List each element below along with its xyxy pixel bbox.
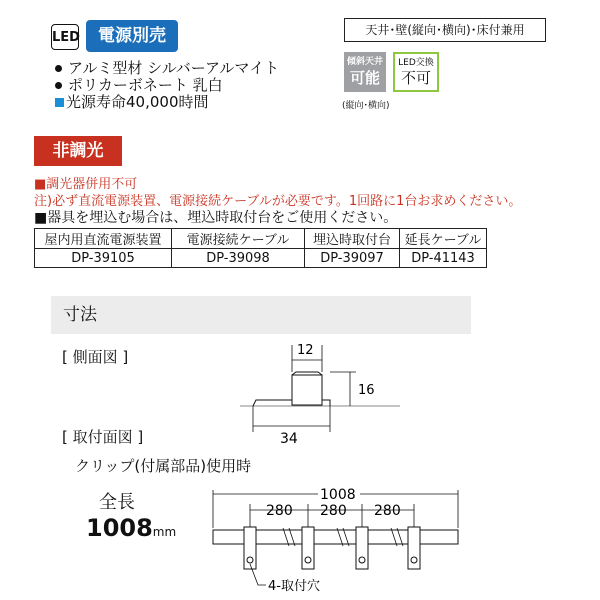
embed-note: ■器具を埋込む場合は、埋込時取付台をご使用ください。 [34,210,398,226]
feature-cover-text: ポリカーボネート 乳白 [68,76,223,94]
parts-code: DP-39105 [35,249,172,268]
clip-note: クリップ(付属部品)使用時 [75,457,252,475]
side-width-text: 12 [297,343,314,358]
mounting-types: 天井･壁(縦向･横向)･床付兼用 [344,18,546,42]
side-view-drawing [240,345,400,432]
dimensions-heading: 寸法 [51,296,471,334]
parts-code: DP-41143 [400,249,487,268]
total-length-label: 全長 [99,492,135,513]
parts-code: DP-39097 [305,249,400,268]
side-depth-text: 34 [280,431,298,447]
total-length-unit: mm [152,525,177,539]
side-height-text: 16 [358,383,375,398]
mount-holes-text: 4-取付穴 [268,579,320,594]
spacing-text: 280 [320,503,347,519]
led-replace-title: LED交換 [398,58,434,68]
non-dimmable-label: 非調光 [34,136,122,166]
feature-life-text: 光源寿命40,000時間 [66,93,209,111]
tilt-note: (縦向･横向) [342,101,390,111]
parts-header: 電源接続ケーブル [172,229,305,249]
parts-header: 屋内用直流電源装置 [35,229,172,249]
clip [408,527,420,569]
tilt-title: 傾斜天井 [346,57,383,67]
spacing-text: 280 [266,503,293,519]
break-mark [337,528,349,546]
parts-header: 延長ケーブル [400,229,487,249]
profile-body [292,375,322,405]
led-badge: LED [51,24,79,50]
clip [244,527,256,569]
spacing-text: 280 [374,503,401,519]
side-view-label: [ 側面図 ] [62,348,129,366]
led-replace-value: 不可 [400,69,431,87]
tilt-value: 可能 [349,69,380,87]
overall-length-text: 1008 [320,487,356,503]
power-required-note: 注)必ず直流電源装置、電源接続ケーブルが必要です。1回路に1台お求めください。 [34,194,522,209]
dimmer-note: ■調光器併用不可 [34,177,138,192]
total-length-number: 1008 [86,514,153,542]
parts-header: 埋込時取付台 [305,229,400,249]
clip [302,527,314,569]
mount-view-label: [ 取付面図 ] [62,428,144,446]
clip [356,527,368,569]
parts-code: DP-39098 [172,249,305,268]
break-mark [391,528,403,546]
feature-material-text: アルミ型材 シルバーアルマイト [68,59,280,77]
power-sold-separately-badge: 電源別売 [86,20,178,52]
break-mark [283,528,295,546]
